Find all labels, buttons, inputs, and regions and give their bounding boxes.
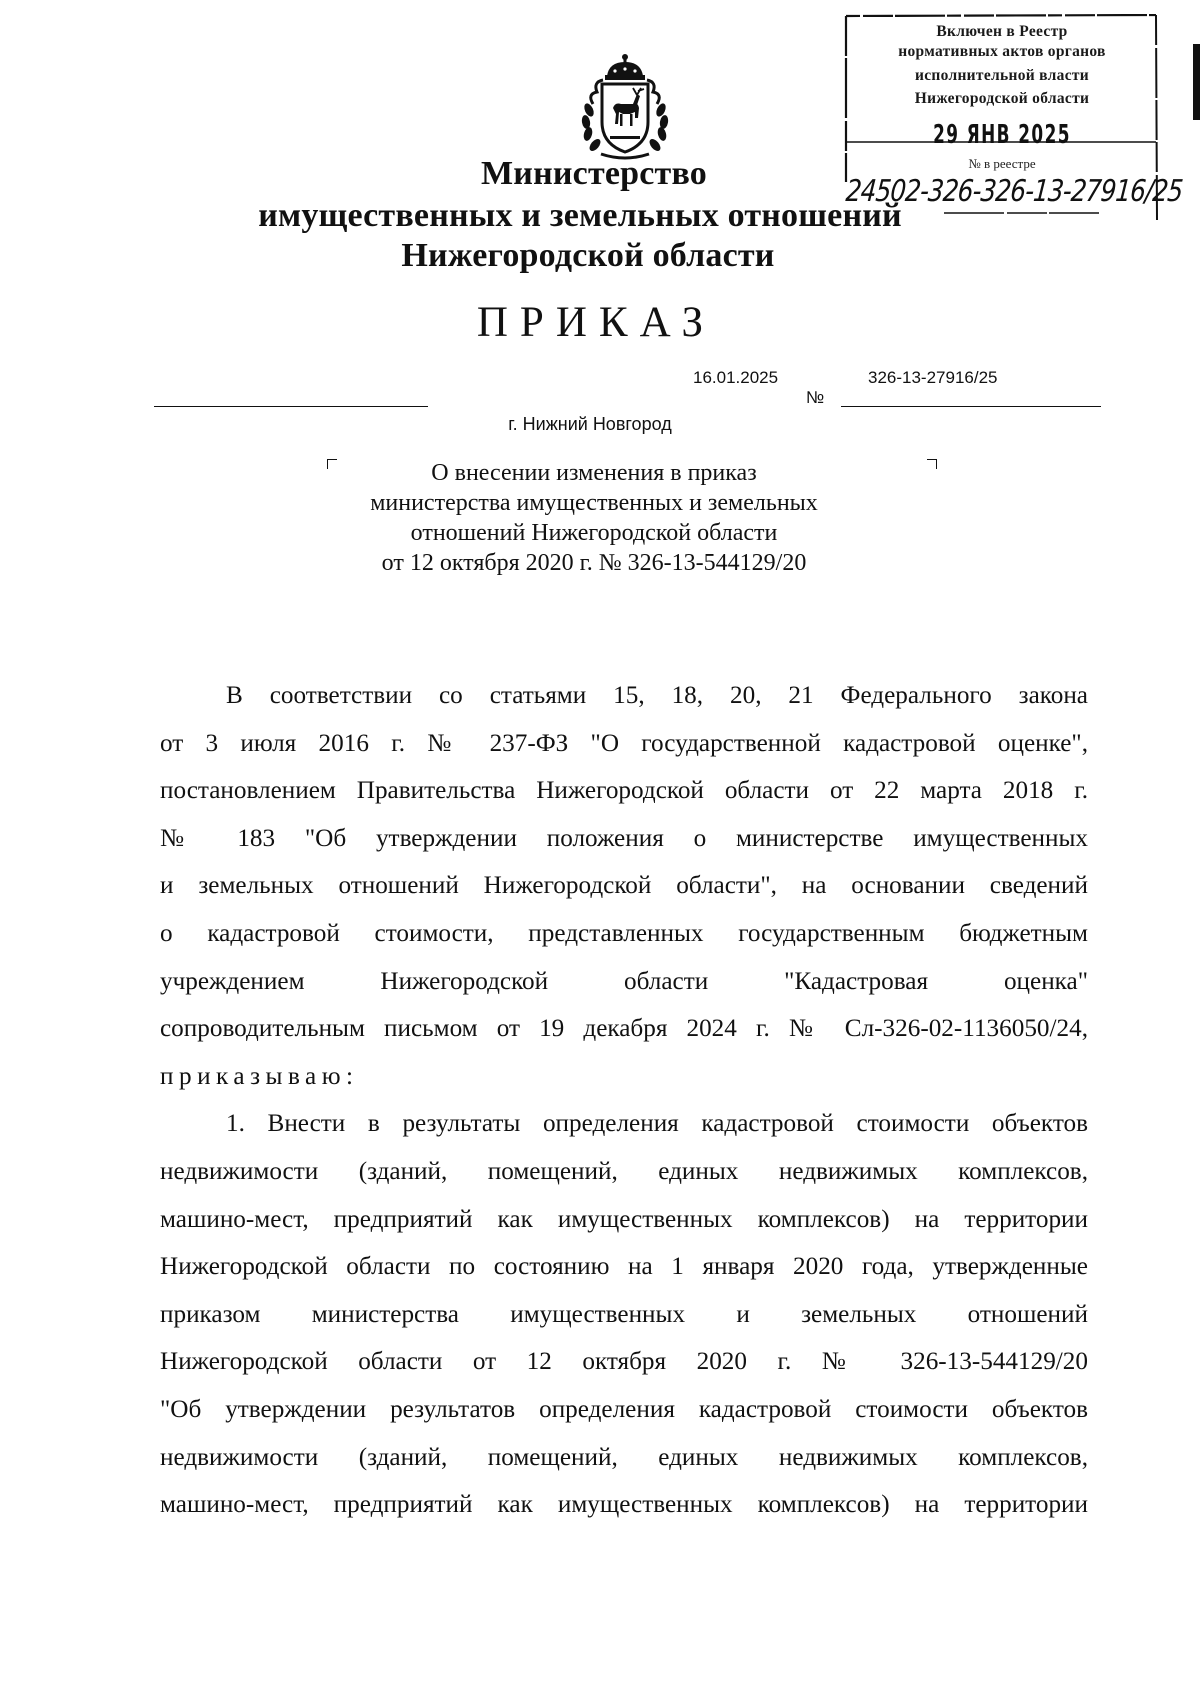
subject-line: О внесении изменения в приказ <box>431 460 757 486</box>
body-line: "Об утверждении результатов определения кадастровой стоимости объектов <box>160 1395 1088 1423</box>
ministry-title-line-2: имущественных и земельных отношений <box>258 197 902 234</box>
body-line: недвижимости (зданий, помещений, единых недвижимых комплексов, <box>160 1157 1088 1185</box>
number-sign: № <box>806 388 825 407</box>
ministry-title-line-3: Нижегородской области <box>401 237 775 274</box>
document-type-title: ПРИКАЗ <box>476 299 716 346</box>
body-line: машино-мест, предприятий как имущественных комплексов) на территории <box>160 1491 1088 1519</box>
body-line: приказом министерства имущественных и земельных отношений <box>160 1300 1088 1328</box>
body-line: и земельных отношений Нижегородской области", на основании сведений <box>160 872 1088 900</box>
number-underline <box>841 406 1101 407</box>
order-body <box>160 672 1088 1529</box>
stamp-text-line: исполнительной власти <box>914 67 1090 84</box>
body-line: от 3 июля 2016 г. № 237-ФЗ "О государственной кадастровой оценке", <box>160 729 1088 757</box>
ministry-title-line-1: Министерство <box>481 155 707 192</box>
body-line: Нижегородской области по состоянию на 1 января 2020 года, утвержденные <box>160 1253 1088 1281</box>
body-line: сопроводительным письмом от 19 декабря 2024 г. № Сл-326-02-1136050/24, <box>160 1015 1088 1043</box>
order-directive-word: приказываю: <box>160 1062 359 1090</box>
stamp-registry-label: № в реестре <box>968 156 1036 171</box>
stamp-registry-number: 24502-326-326-13-27916/25 <box>844 174 1184 209</box>
stamp-text-line: нормативных актов органов <box>898 43 1106 60</box>
date-underline <box>154 406 428 407</box>
scan-edge-mark <box>1193 44 1200 120</box>
order-subject <box>0 458 1194 578</box>
body-line: машино-мест, предприятий как имущественных комплексов) на территории <box>160 1205 1088 1233</box>
stamp-text-line: Включен в Реестр <box>936 23 1068 40</box>
registry-stamp <box>844 14 1184 220</box>
subject-line: отношений Нижегородской области <box>410 520 778 546</box>
order-date: 16.01.2025 <box>693 368 779 387</box>
coat-of-arms-icon <box>575 52 675 160</box>
body-line: № 183 "Об утверждении положения о министерстве имущественных <box>160 824 1088 852</box>
subject-line: от 12 октября 2020 г. № 326-13-544129/20 <box>381 550 807 576</box>
body-line: недвижимости (зданий, помещений, единых недвижимых комплексов, <box>160 1443 1088 1471</box>
body-line: Нижегородской области от 12 октября 2020 г. № 326-13-544129/20 <box>160 1348 1088 1376</box>
subject-line: министерства имущественных и земельных <box>370 490 818 516</box>
body-line: учреждением Нижегородской области "Кадастровая оценка" <box>160 967 1088 995</box>
body-line: В соответствии со статьями 15, 18, 20, 21 Федерального закона <box>226 682 1088 709</box>
body-line: постановлением Правительства Нижегородской области от 22 марта 2018 г. <box>160 777 1088 805</box>
body-line: 1. Внести в результаты определения кадастровой стоимости объектов <box>226 1110 1088 1138</box>
order-number: 326-13-27916/25 <box>868 368 998 387</box>
body-line: о кадастровой стоимости, представленных государственным бюджетным <box>160 919 1088 947</box>
stamp-text-line: Нижегородской области <box>914 90 1090 107</box>
stamp-registration-date: 29 ЯНВ 2025 <box>933 120 1071 150</box>
city-label: г. Нижний Новгород <box>508 414 672 434</box>
